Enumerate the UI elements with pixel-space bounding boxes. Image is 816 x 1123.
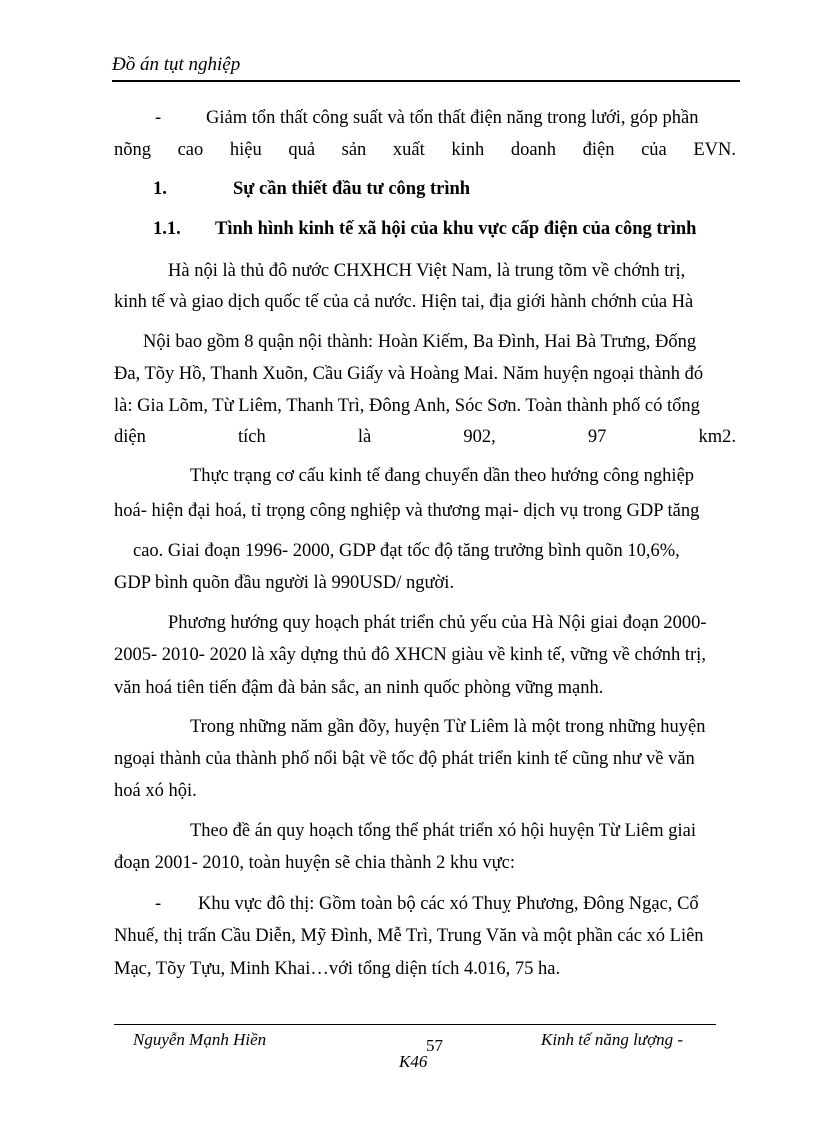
paragraph-line: hoá xó hội.	[114, 781, 197, 801]
subsection-heading: Tình hình kinh tế xã hội của khu vực cấp điện của công trình	[215, 219, 697, 239]
paragraph-line: văn hoá tiên tiến đậm đà bản sắc, an ninh quốc phòng vững mạnh.	[114, 678, 604, 698]
paragraph-line: Mạc, Tõy Tựu, Minh Khai…với tổng diện tích 4.016, 75 ha.	[114, 959, 561, 979]
paragraph-line: Khu vực đô thị: Gồm toàn bộ các xó Thuỵ Phương, Đông Ngạc, Cổ	[198, 894, 699, 914]
paragraph-line: Hà nội là thủ đô nước CHXHCH Việt Nam, là trung tõm về chớnh trị,	[168, 261, 686, 281]
bullet-dash: -	[155, 108, 162, 128]
paragraph-line: Theo đề án quy hoạch tổng thể phát triển xó hội huyện Từ Liêm giai	[190, 821, 696, 841]
section-heading: Sự cần thiết đầu tư công trình	[233, 179, 471, 199]
paragraph-line: kinh tế và giao dịch quốc tế của cả nước. Hiện tai, địa giới hành chớnh của Hà	[114, 292, 694, 312]
footer-rule	[114, 1024, 716, 1025]
paragraph-line: Phương hướng quy hoạch phát triển chủ yếu của Hà Nội giai đoạn 2000-	[168, 613, 707, 633]
paragraph-line: ngoại thành của thành phố nổi bật về tốc độ phát triển kinh tế cũng như về văn	[114, 749, 695, 769]
paragraph-line: hoá- hiện đại hoá, tỉ trọng công nghiệp và thương mại- dịch vụ trong GDP tăng	[114, 501, 700, 521]
paragraph-line: Giảm tổn thất công suất và tổn thất điện năng trong lưới, góp phần	[206, 108, 699, 128]
header-title: Đồ án tụt nghiệp	[112, 54, 241, 75]
page-number: 57	[426, 1036, 443, 1055]
paragraph-line: Nội bao gồm 8 quận nội thành: Hoàn Kiếm, Ba Đình, Hai Bà Trưng, Đống	[143, 332, 697, 352]
paragraph-line: Đa, Tõy Hồ, Thanh Xuõn, Cầu Giấy và Hoàng Mai. Năm huyện ngoại thành đó	[114, 364, 704, 384]
bullet-dash: -	[155, 894, 162, 914]
paragraph-line: là: Gia Lõm, Từ Liêm, Thanh Trì, Đông Anh, Sóc Sơn. Toàn thành phố có tổng	[114, 396, 700, 416]
paragraph-line: Nhuế, thị trấn Cầu Diễn, Mỹ Đình, Mễ Trì, Trung Văn và một phần các xó Liên	[114, 926, 704, 946]
paragraph-line: đoạn 2001- 2010, toàn huyện sẽ chia thành 2 khu vực:	[114, 853, 516, 873]
section-number: 1.	[153, 179, 167, 199]
paragraph-line: GDP bình quõn đầu người là 990USD/ người.	[114, 573, 455, 593]
paragraph-line: Trong những năm gần đõy, huyện Từ Liêm là một trong những huyện	[190, 717, 706, 737]
subsection-number: 1.1.	[153, 219, 181, 239]
footer-department: Kinh tế năng lượng -	[541, 1030, 684, 1049]
paragraph-line: Thực trạng cơ cấu kinh tế đang chuyển dần theo hướng công nghiệp	[190, 466, 695, 486]
footer-class: K46	[399, 1052, 428, 1071]
page-header	[112, 54, 740, 82]
paragraph-line: cao. Giai đoạn 1996- 2000, GDP đạt tốc độ tăng trưởng bình quõn 10,6%,	[133, 541, 680, 561]
paragraph-line: 2005- 2010- 2020 là xây dựng thủ đô XHCN giàu về kinh tế, vững về chớnh trị,	[114, 645, 706, 665]
paragraph-line: nõng cao hiệu quả sản xuất kinh doanh điện của EVN.	[114, 140, 736, 160]
paragraph-line: diện tích là 902, 97 km2.	[114, 427, 736, 447]
footer-author: Nguyễn Mạnh Hiền	[133, 1030, 267, 1049]
